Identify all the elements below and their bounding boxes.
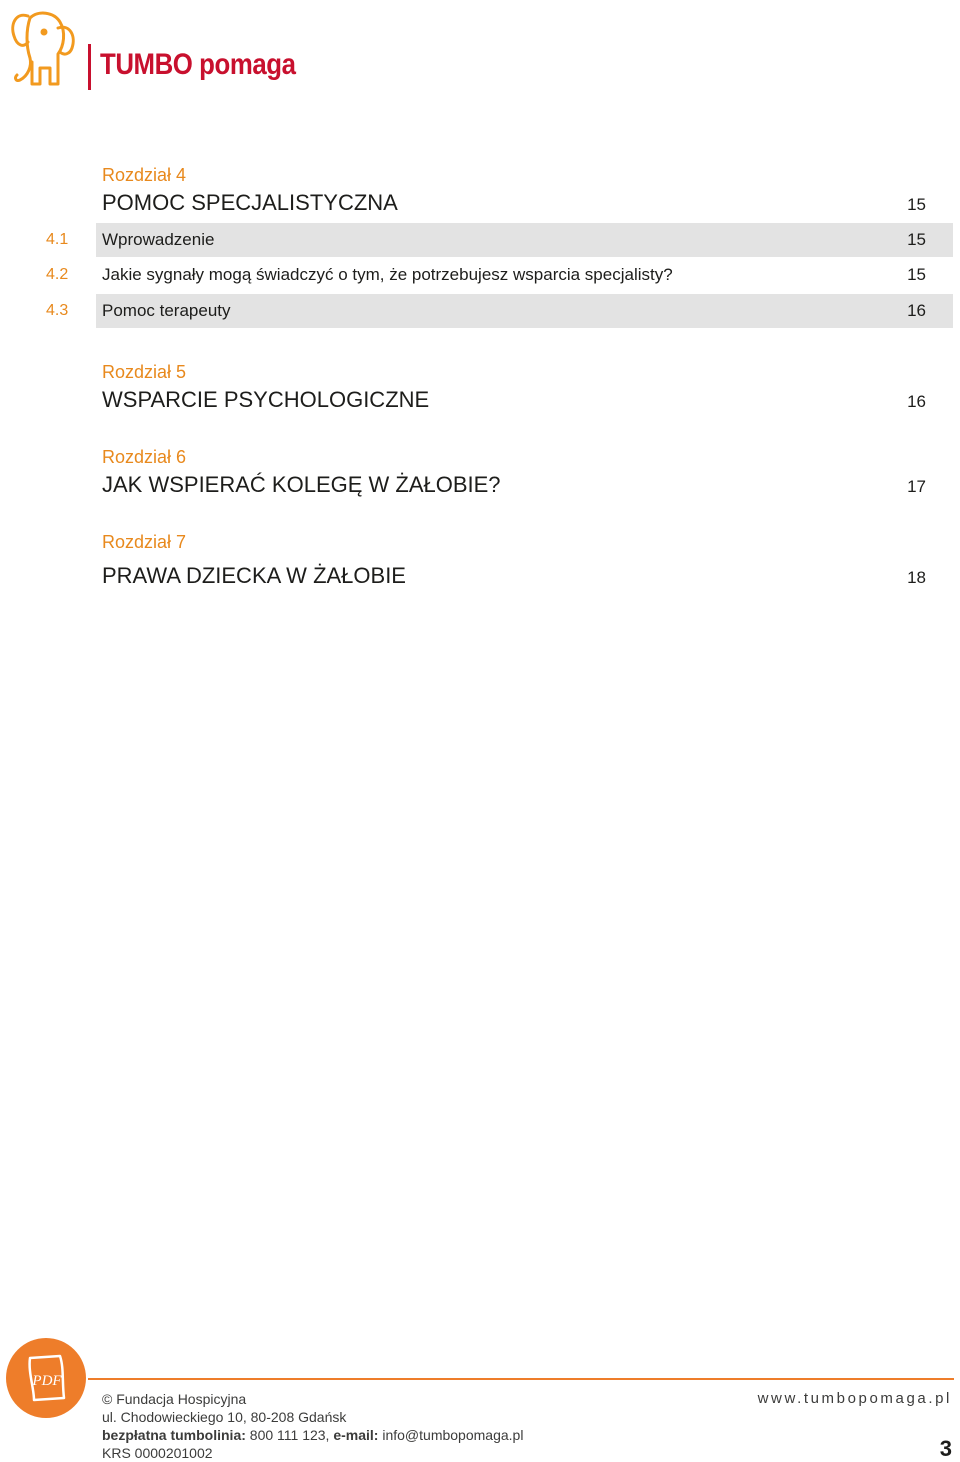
section-page: 15 bbox=[907, 230, 926, 249]
footer-copyright: © Fundacja Hospicyjna bbox=[102, 1391, 247, 1407]
chapter-6-page: 17 bbox=[907, 477, 926, 496]
chapter-7-label: Rozdział 7 bbox=[102, 532, 187, 552]
brand-title[interactable]: TUMBO pomaga bbox=[100, 48, 296, 81]
section-title[interactable]: Wprowadzenie bbox=[102, 230, 215, 249]
chapter-6-title[interactable]: JAK WSPIERAĆ KOLEGĘ W ŻAŁOBIE? bbox=[102, 472, 501, 497]
chapter-7-page: 18 bbox=[907, 568, 926, 587]
chapter-4-label: Rozdział 4 bbox=[102, 165, 187, 185]
toc-row-4-1[interactable] bbox=[0, 223, 953, 257]
footer-krs: KRS 0000201002 bbox=[102, 1445, 213, 1461]
footer-address: ul. Chodowieckiego 10, 80-208 Gdańsk bbox=[102, 1409, 347, 1425]
section-title[interactable]: Jakie sygnały mogą świadczyć o tym, że potrzebujesz wsparcia specjalisty? bbox=[102, 265, 673, 284]
pdf-icon bbox=[6, 1338, 86, 1418]
section-title[interactable]: Pomoc terapeuty bbox=[102, 301, 231, 320]
hotline-label: bezpłatna tumbolinia: bbox=[102, 1427, 246, 1443]
email-label: e-mail: bbox=[333, 1427, 379, 1443]
section-page: 16 bbox=[907, 301, 926, 320]
chapter-5-title[interactable]: WSPARCIE PSYCHOLOGICZNE bbox=[102, 387, 430, 412]
footer-info bbox=[102, 1390, 523, 1462]
section-number: 4.2 bbox=[46, 266, 69, 283]
chapter-5-label: Rozdział 5 bbox=[102, 362, 187, 382]
toc-row-4-2[interactable] bbox=[0, 258, 953, 292]
chapter-4-title[interactable]: POMOC SPECJALISTYCZNA bbox=[102, 190, 398, 215]
row-shade bbox=[96, 223, 953, 257]
chapter-4-page: 15 bbox=[907, 195, 926, 214]
brand-divider bbox=[88, 44, 91, 90]
chapter-6-label: Rozdział 6 bbox=[102, 447, 187, 467]
pdf-badge-text: PDF bbox=[32, 1373, 62, 1389]
section-page: 15 bbox=[907, 265, 926, 284]
page-number: 3 bbox=[939, 1436, 952, 1461]
section-number: 4.3 bbox=[46, 302, 69, 319]
section-number: 4.1 bbox=[46, 231, 69, 248]
pdf-badge[interactable] bbox=[6, 1338, 86, 1418]
toc-row-4-3[interactable] bbox=[0, 294, 953, 328]
chapter-7-title[interactable]: PRAWA DZIECKA W ŻAŁOBIE bbox=[102, 563, 406, 588]
email-link[interactable]: info@tumbopomaga.pl bbox=[382, 1427, 524, 1443]
chapter-5-page: 16 bbox=[907, 392, 926, 411]
elephant-logo-icon bbox=[8, 6, 78, 92]
website-link[interactable]: www.tumbopomaga.pl bbox=[757, 1390, 952, 1407]
footer-contact bbox=[102, 1426, 523, 1444]
footer-divider bbox=[88, 1378, 954, 1380]
hotline-value: 800 111 123, bbox=[249, 1427, 330, 1443]
